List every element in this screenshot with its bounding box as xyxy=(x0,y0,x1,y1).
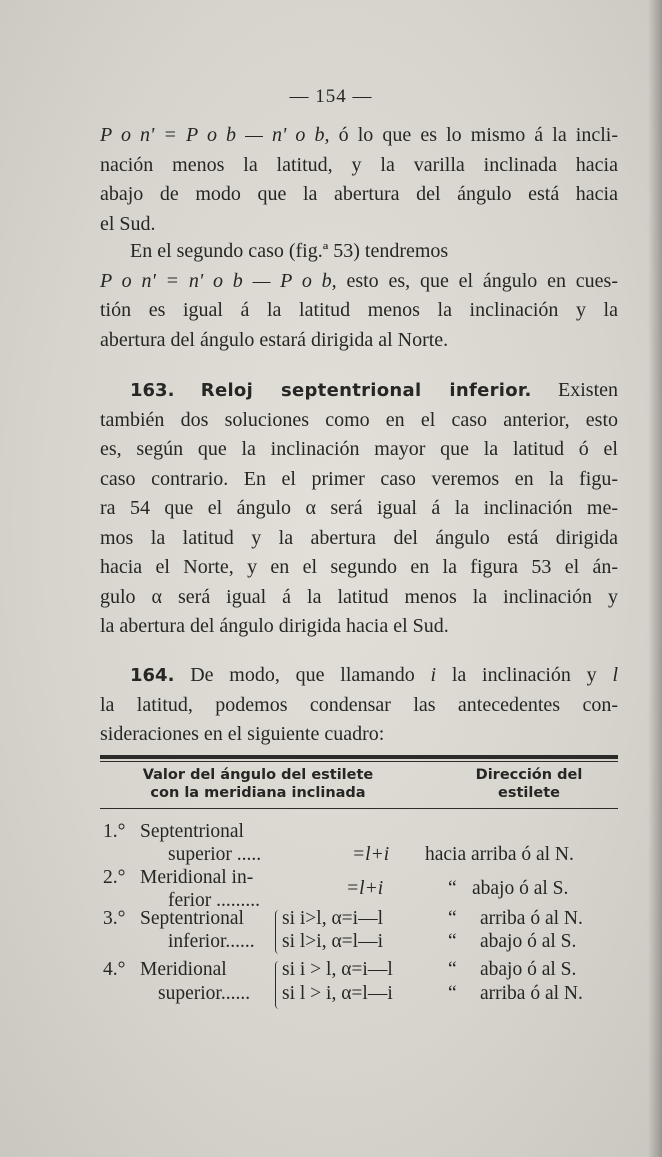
row-2-ditto: “ xyxy=(448,878,457,899)
paragraph-2 xyxy=(100,237,618,355)
paragraph-1-line-4: el Sud. xyxy=(100,212,156,235)
row-3-name-1: Septentrional xyxy=(140,908,244,929)
paragraph-1-line-1 xyxy=(100,121,618,151)
formula-p2: P o n' = n' o b — P o b, xyxy=(100,269,337,292)
section-163-line-2: también dos soluciones como en el caso anterior, esto xyxy=(100,408,618,431)
row-3-ditto-1: “ xyxy=(448,908,457,929)
paragraph-2-line-2 xyxy=(100,267,618,297)
table-header-right-line-1: Dirección del xyxy=(475,767,583,783)
row-2-formula-text: =l+i xyxy=(346,878,384,899)
table-header-rule xyxy=(100,808,618,809)
row-3-ditto-2: “ xyxy=(448,931,457,952)
section-163-number: 163. xyxy=(130,380,175,401)
section-163-title: Reloj septentrional inferior. xyxy=(200,380,532,401)
row-3-name-2: inferior...... xyxy=(168,931,255,952)
section-164-line-3: sideraciones en el siguiente cuadro: xyxy=(100,723,385,745)
row-4-direction-1: abajo ó al S. xyxy=(480,959,577,980)
row-2-formula xyxy=(346,877,383,901)
row-4-name-2: superior...... xyxy=(158,983,251,1004)
section-163 xyxy=(100,376,618,642)
row-3-brace xyxy=(275,910,282,954)
row-1-name-1: Septentrional xyxy=(140,821,244,842)
table-header-left xyxy=(108,766,408,802)
table-top-rule-thin xyxy=(100,761,618,762)
row-4-condition-1: si i > l, α=i—l xyxy=(282,959,393,980)
row-2-direction: abajo ó al S. xyxy=(472,878,569,899)
page-spine-shadow xyxy=(648,0,662,1157)
row-1-direction: hacia arriba ó al N. xyxy=(425,844,574,865)
row-3-condition-1: si i>l, α=i—l xyxy=(282,908,384,929)
row-4-name-1: Meridional xyxy=(140,959,227,980)
row-2-name-2: ferior ......... xyxy=(168,890,261,911)
row-3-direction-2: abajo ó al S. xyxy=(480,931,577,952)
variable-i: i xyxy=(430,664,437,686)
paragraph-1 xyxy=(100,121,618,239)
section-163-heading-line xyxy=(100,376,618,406)
paragraph-2-line-1: En el segundo caso (fig.ª 53) tendremos xyxy=(130,240,449,262)
table-header-right-line-2: estilete xyxy=(498,785,560,801)
section-163-line-5: ra 54 que el ángulo α será igual á la inclinación me- xyxy=(100,497,618,519)
section-163-line-9: la abertura del ángulo dirigida hacia el Sud. xyxy=(100,615,449,637)
section-163-line-4: caso contrario. En el primer caso veremos en la figu- xyxy=(100,467,618,490)
table-top-rule xyxy=(100,755,618,759)
paragraph-1-line-1-text: ó lo que es lo mismo á la incli- xyxy=(338,124,619,146)
page-number: — 154 — xyxy=(289,86,373,107)
row-4-ditto-2: “ xyxy=(448,983,457,1004)
row-2-number: 2.° xyxy=(103,867,126,888)
table-header-left-line-1: Valor del ángulo del estilete xyxy=(142,767,374,783)
row-1-number: 1.° xyxy=(103,821,126,842)
variable-l: l xyxy=(612,664,619,686)
row-1-formula xyxy=(352,843,389,867)
row-4-ditto-1: “ xyxy=(448,959,457,980)
section-164-line-2: la latitud, podemos condensar las antecedentes con- xyxy=(100,693,618,716)
section-163-line-7: hacia el Norte, y en el segundo en la figura 53 el án- xyxy=(100,556,618,578)
section-163-line-3: es, según que la inclinación mayor que la latitud ó el xyxy=(100,438,618,460)
section-163-line-1-text: Existen xyxy=(558,379,619,401)
row-3-condition-2: si l>i, α=l—i xyxy=(282,931,384,952)
paragraph-2-line-4: abertura del ángulo estará dirigida al Norte. xyxy=(100,328,449,351)
section-164 xyxy=(100,661,618,750)
row-3-direction-1: arriba ó al N. xyxy=(480,908,583,929)
row-1-formula-text: =l+i xyxy=(352,844,390,865)
paragraph-1-line-2: nación menos la latitud, y la varilla inclinada hacia xyxy=(100,153,618,176)
section-164-line-1a: De modo, que llamando xyxy=(190,664,415,686)
row-4-brace xyxy=(275,961,282,1009)
row-4-number: 4.° xyxy=(103,959,126,980)
table-header-right xyxy=(440,766,618,802)
row-2-name-1: Meridional in- xyxy=(140,867,254,888)
section-164-line-1 xyxy=(100,661,618,691)
section-163-line-8: gulo α será igual á la latitud menos la inclinación y xyxy=(100,585,618,608)
paragraph-2-line-3: tión es igual á la latitud menos la inclinación y la xyxy=(100,299,618,321)
row-1-name-2: superior ..... xyxy=(168,844,262,865)
formula-p1: P o n' = P o b — n' o b, xyxy=(100,124,330,146)
section-164-line-1b: la inclinación y xyxy=(451,664,597,686)
paragraph-2-line-2-text: esto es, que el ángulo en cues- xyxy=(346,269,619,292)
row-4-condition-2: si l > i, α=l—i xyxy=(282,983,393,1004)
section-164-number: 164. xyxy=(130,665,175,686)
section-163-line-6: mos la latitud y la abertura del ángulo está dirigida xyxy=(100,526,618,549)
row-3-number: 3.° xyxy=(103,908,126,929)
table-header-left-line-2: con la meridiana inclinada xyxy=(150,785,366,801)
paragraph-1-line-3: abajo de modo que la abertura del ángulo está hacia xyxy=(100,183,618,205)
row-4-direction-2: arriba ó al N. xyxy=(480,983,583,1004)
